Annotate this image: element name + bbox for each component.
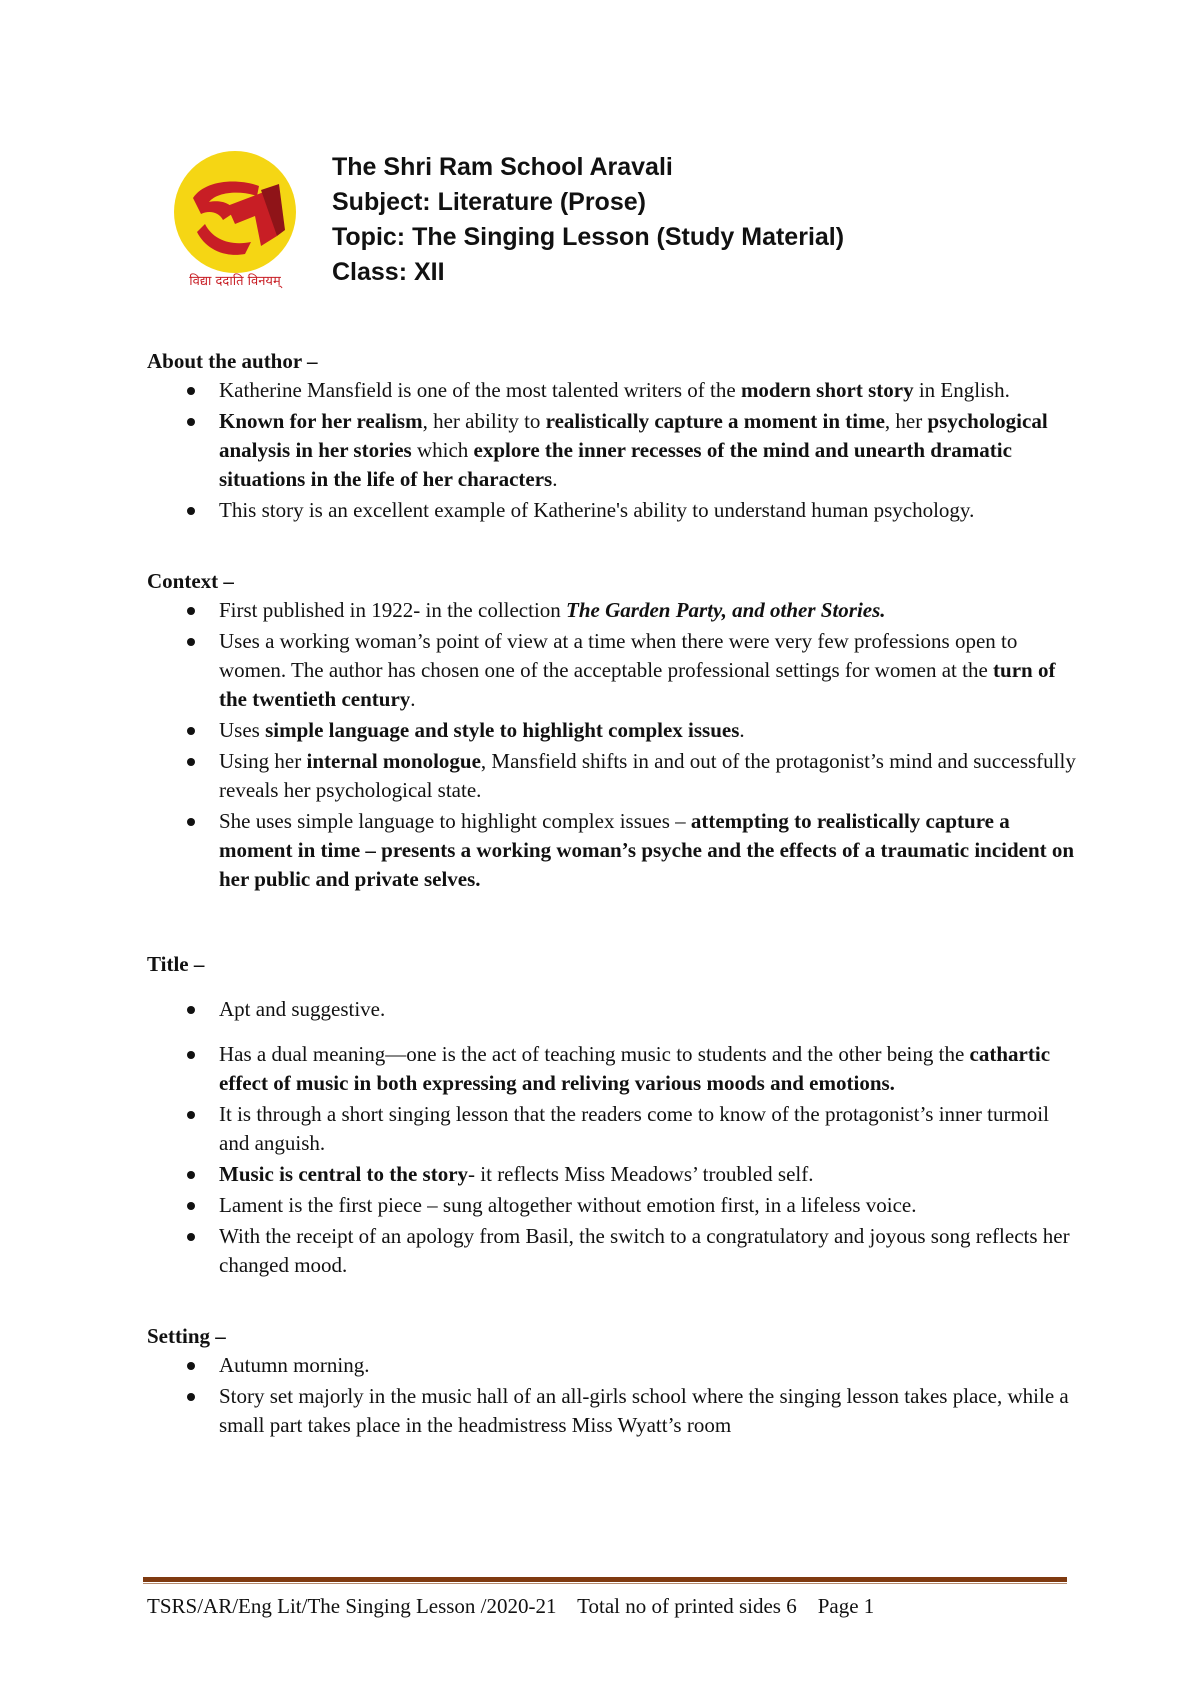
bullet-list	[147, 596, 1077, 894]
class-line: Class: XII	[332, 258, 445, 286]
context-section	[147, 567, 1077, 894]
about-author-section	[147, 347, 1077, 525]
list-item: Autumn morning.	[147, 1351, 1077, 1380]
list-item: Katherine Mansfield is one of the most talented writers of the modern short story in English.	[147, 376, 1077, 405]
list-item: Uses a working woman’s point of view at a time when there were very few professions open to women. The author has chosen one of the acceptable professional settings for women at the turn of the twentieth century.	[147, 627, 1077, 714]
list-item: She uses simple language to highlight complex issues – attempting to realistically capture a moment in time – presents a working woman’s psyche and the effects of a traumatic incident on her public and private selves.	[147, 807, 1077, 894]
logo-motto: विद्या ददाति विनयम्	[189, 274, 281, 289]
list-item: Uses simple language and style to highlight complex issues.	[147, 716, 1077, 745]
setting-section	[147, 1322, 1077, 1440]
subject-line: Subject: Literature (Prose)	[332, 188, 646, 216]
page-footer	[147, 1592, 874, 1621]
school-name: The Shri Ram School Aravali	[332, 153, 673, 181]
footer-page-number: Page 1	[817, 1594, 875, 1618]
list-item: Known for her realism, her ability to realistically capture a moment in time, her psychological analysis in her stories which explore the inner recesses of the mind and unearth dramatic situations in the life of her characters.	[147, 407, 1077, 494]
footer-rule	[143, 1577, 1067, 1582]
list-item: Apt and suggestive.	[147, 995, 1077, 1024]
title-section	[147, 950, 1077, 1280]
list-item: It is through a short singing lesson that the readers come to know of the protagonist’s inner turmoil and anguish.	[147, 1100, 1077, 1158]
school-logo-icon	[165, 150, 305, 290]
list-item: Using her internal monologue, Mansfield shifts in and out of the protagonist’s mind and successfully reveals her psychological state.	[147, 747, 1077, 805]
list-item: Lament is the first piece – sung altogether without emotion first, in a lifeless voice.	[147, 1191, 1077, 1220]
section-heading: Context –	[147, 569, 234, 593]
section-heading: Setting –	[147, 1324, 226, 1348]
list-item: Story set majorly in the music hall of an all-girls school where the singing lesson takes place, while a small part takes place in the headmistress Miss Wyatt’s room	[147, 1382, 1077, 1440]
footer-doc-ref: TSRS/AR/Eng Lit/The Singing Lesson /2020-21	[147, 1594, 557, 1618]
section-heading: About the author –	[147, 349, 318, 373]
list-item: This story is an excellent example of Katherine's ability to understand human psychology.	[147, 496, 1077, 525]
header-titles	[332, 150, 844, 290]
document-body	[147, 347, 1077, 1442]
bullet-list	[147, 376, 1077, 525]
topic-line: Topic: The Singing Lesson (Study Material)	[332, 223, 845, 251]
bullet-list	[147, 995, 1077, 1280]
section-heading: Title –	[147, 952, 205, 976]
document-header	[165, 150, 1065, 300]
list-item: With the receipt of an apology from Basil, the switch to a congratulatory and joyous song reflects her changed mood.	[147, 1222, 1077, 1280]
bullet-list	[147, 1351, 1077, 1440]
list-item: Music is central to the story- it reflects Miss Meadows’ troubled self.	[147, 1160, 1077, 1189]
list-item: First published in 1922- in the collection The Garden Party, and other Stories.	[147, 596, 1077, 625]
footer-sides: Total no of printed sides 6	[577, 1594, 797, 1618]
footer-rule-thin	[143, 1583, 1067, 1584]
list-item: Has a dual meaning—one is the act of teaching music to students and the other being the cathartic effect of music in both expressing and reliving various moods and emotions.	[147, 1040, 1077, 1098]
